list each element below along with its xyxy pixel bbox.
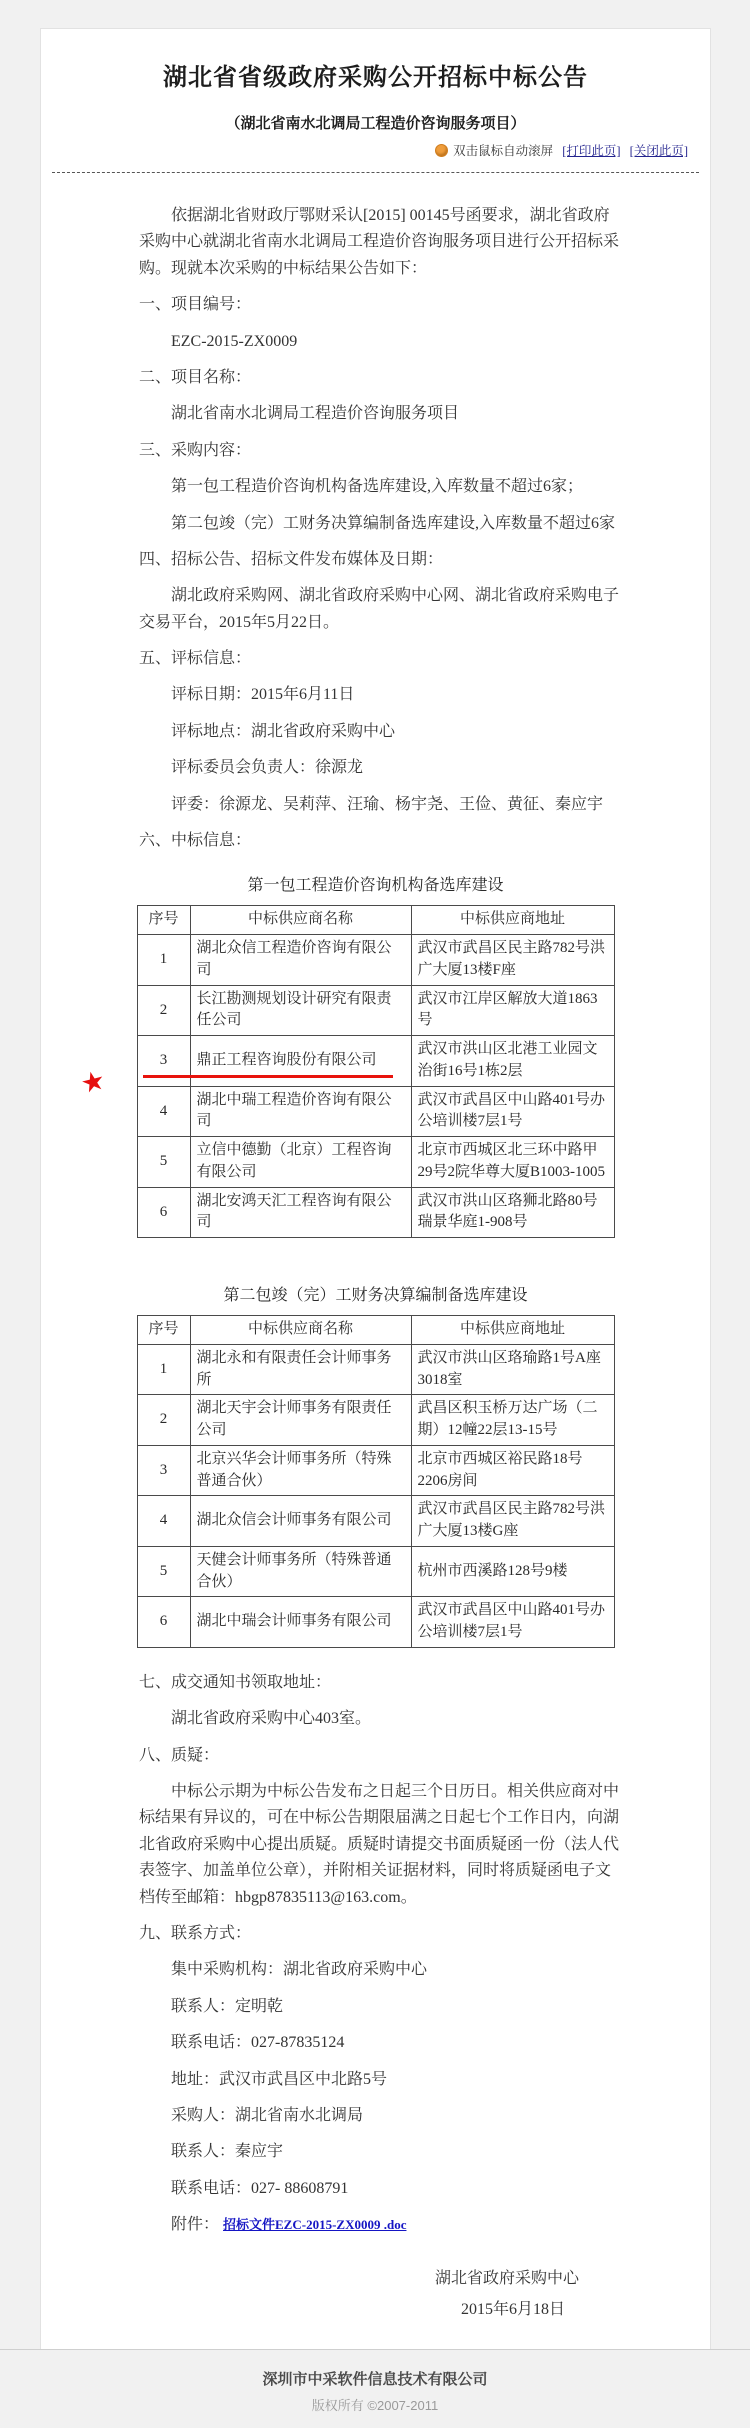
table-row [137,1086,614,1137]
print-page-link[interactable]: [打印此页] [562,144,621,158]
supplier-addr: 武汉市武昌区民主路782号洪广大厦13楼F座 [411,935,614,986]
project-number: EZC-2015-ZX0009 [171,332,298,350]
supplier-addr: 武汉市洪山区北港工业园文治街16号1栋2层 [411,1036,614,1087]
row-no: 4 [137,1496,190,1547]
supplier-name: 湖北众信工程造价咨询有限公司 [190,935,411,986]
footer-copyright: 版权所有 ©2007-2011 [311,2397,439,2413]
table-row [137,1395,614,1446]
row-no: 4 [137,1086,190,1137]
supplier-name: 湖北众信会计师事务有限公司 [190,1496,411,1547]
row-no: 6 [137,1187,190,1238]
supplier-addr: 北京市西城区裕民路18号2206房间 [411,1445,614,1496]
table-row [137,1187,614,1238]
col-header-name: 中标供应商名称 [190,1316,411,1345]
eval-date: 评标日期：2015年6月11日 [171,686,355,704]
section-6-heading: 六、中标信息： [139,832,252,850]
section-1-heading: 一、项目编号： [139,296,252,314]
contact-phone-1: 联系电话：027-87835124 [171,2034,345,2052]
close-page-link[interactable]: [关闭此页] [629,144,688,158]
supplier-addr: 武汉市武昌区民主路782号洪广大厦13楼G座 [411,1496,614,1547]
supplier-addr: 武汉市武昌区中山路401号办公培训楼7层1号 [411,1597,614,1648]
table1-title: 第一包工程造价咨询机构备选库建设 [247,877,504,895]
supplier-addr: 武汉市江岸区解放大道1863号 [411,985,614,1036]
supplier-addr: 武汉市洪山区珞狮北路80号瑞景华庭1-908号 [411,1187,614,1238]
footer-company: 深圳市中采软件信息技术有限公司 [262,2370,488,2388]
purchaser: 采购人：湖北省南水北调局 [171,2107,364,2124]
document-body [41,203,710,854]
project-name: 湖北省南水北调局工程造价咨询服务项目 [171,405,460,423]
table-row [137,985,614,1036]
table2-title: 第二包竣（完）工财务决算编制备选库建设 [223,1287,528,1305]
objection-paragraph: 中标公示期为中标公告发布之日起三个日历日。相关供应商对中标结果有异议的，可在中标公告期限届满之日起七个工作日内，向湖北省政府采购中心提出质疑。质疑时请提交书面质疑函一份（法人代表签字、加盖单位公章），并附相关证据材料，同时将质疑函电子文档传至邮箱：hbgp87835113@163.com。 [139,1783,620,1906]
attachment-link[interactable]: 招标文件EZC-2015-ZX0009 .doc [223,2217,407,2233]
agency-address: 地址：武汉市武昌区中北路5号 [171,2070,388,2088]
contact-phone-2: 联系电话：027- 88608791 [171,2179,349,2197]
table2-wrap [137,1315,615,1648]
section-7-heading: 七、成交通知书领取地址： [139,1673,332,1691]
supplier-name [190,1036,411,1087]
intro-paragraph: 依据湖北省财政厅鄂财采认[2015] 00145号函要求，湖北省政府采购中心就湖北省南水北调局工程造价咨询服务项目进行公开招标采购。现就本次采购的中标结果公告如下： [139,207,620,277]
contact-person-2: 联系人：秦应宇 [171,2143,284,2161]
supplier-name: 湖北中瑞会计师事务有限公司 [190,1597,411,1648]
toolbar [41,141,688,159]
highlight-star-icon: ★ [77,1064,108,1100]
row-no: 2 [137,985,190,1036]
supplier-name: 湖北永和有限责任会计师事务所 [190,1344,411,1395]
section-8-heading: 八、质疑： [139,1746,220,1764]
supplier-name: 立信中德勤（北京）工程咨询有限公司 [190,1137,411,1188]
section-9-heading: 九、联系方式： [139,1925,252,1943]
col-header-no: 序号 [137,906,190,935]
table-row [137,1546,614,1597]
notice-pickup-address: 湖北省政府采购中心403室。 [171,1710,372,1728]
supplier-name: 湖北天宇会计师事务有限责任公司 [190,1395,411,1446]
page-subtitle: （湖北省南水北调局工程造价咨询服务项目） [225,116,526,132]
dashed-divider [52,172,699,173]
supplier-name: 长江勘测规划设计研究有限责任公司 [190,985,411,1036]
supplier-addr: 杭州市西溪路128号9楼 [411,1546,614,1597]
table-row-highlighted [137,1036,614,1087]
red-underlined-name: 鼎正工程咨询股份有限公司 [197,1050,377,1072]
row-no: 5 [137,1546,190,1597]
table-row [137,1445,614,1496]
col-header-no: 序号 [137,1316,190,1345]
publish-media-date: 湖北政府采购网、湖北省政府采购中心网、湖北省政府采购电子交易平台，2015年5月22日。 [139,587,620,631]
winners-table-2 [137,1315,615,1648]
row-no: 6 [137,1597,190,1648]
table-header-row [137,906,614,935]
eval-committee-leader: 评标委员会负责人：徐源龙 [171,759,364,777]
table-row [137,1496,614,1547]
supplier-addr: 武昌区积玉桥万达广场（二期）12幢22层13-15号 [411,1395,614,1446]
attachment-label: 附件： [171,2216,220,2234]
document-body-lower [41,1670,710,2239]
section-5-heading: 五、评标信息： [139,650,252,668]
procurement-item-2: 第二包竣（完）工财务决算编制备选库建设,入库数量不超过6家 [171,514,616,532]
col-header-addr: 中标供应商地址 [411,1316,614,1345]
section-2-heading: 二、项目名称： [139,368,252,386]
table1-wrap [77,905,615,1238]
winners-table-1 [137,905,615,1238]
row-no: 3 [137,1036,190,1087]
procurement-item-1: 第一包工程造价咨询机构备选库建设,入库数量不超过6家； [171,478,584,496]
supplier-addr: 武汉市武昌区中山路401号办公培训楼7层1号 [411,1086,614,1137]
signoff-block [41,2265,710,2319]
site-footer [0,2349,750,2428]
col-header-name: 中标供应商名称 [190,906,411,935]
row-no: 1 [137,935,190,986]
row-no: 2 [137,1395,190,1446]
row-no: 3 [137,1445,190,1496]
scroll-tip: 双击鼠标自动滚屏 [453,144,554,158]
row-no: 1 [137,1344,190,1395]
contact-person-1: 联系人：定明乾 [171,1997,284,2015]
signoff-date: 2015年6月18日 [460,2300,565,2318]
table-row [137,935,614,986]
supplier-addr: 武汉市洪山区珞瑜路1号A座3018室 [411,1344,614,1395]
supplier-name: 湖北中瑞工程造价咨询有限公司 [190,1086,411,1137]
table-row [137,1344,614,1395]
table-header-row [137,1316,614,1345]
section-4-heading: 四、招标公告、招标文件发布媒体及日期： [139,550,444,568]
row-no: 5 [137,1137,190,1188]
supplier-addr: 北京市西城区北三环中路甲29号2院华尊大厦B1003-1005 [411,1137,614,1188]
col-header-addr: 中标供应商地址 [411,906,614,935]
announcement-page [40,28,711,2349]
section-3-heading: 三、采购内容： [139,441,252,459]
info-icon [435,144,448,157]
page-title: 湖北省省级政府采购公开招标中标公告 [163,65,588,91]
eval-place: 评标地点：湖北省政府采购中心 [171,722,396,740]
table-row [137,1597,614,1648]
supplier-name: 北京兴华会计师事务所（特殊普通合伙） [190,1445,411,1496]
eval-committee-members: 评委：徐源龙、吴莉萍、汪瑜、杨宇尧、王俭、黄征、秦应宇 [171,795,604,813]
table-row [137,1137,614,1188]
attachment-line [139,2212,622,2238]
signoff-org: 湖北省政府采购中心 [434,2269,579,2287]
supplier-name: 湖北安鸿天汇工程咨询有限公司 [190,1187,411,1238]
supplier-name: 天健会计师事务所（特殊普通合伙） [190,1546,411,1597]
purchasing-agency: 集中采购机构：湖北省政府采购中心 [171,1961,428,1979]
